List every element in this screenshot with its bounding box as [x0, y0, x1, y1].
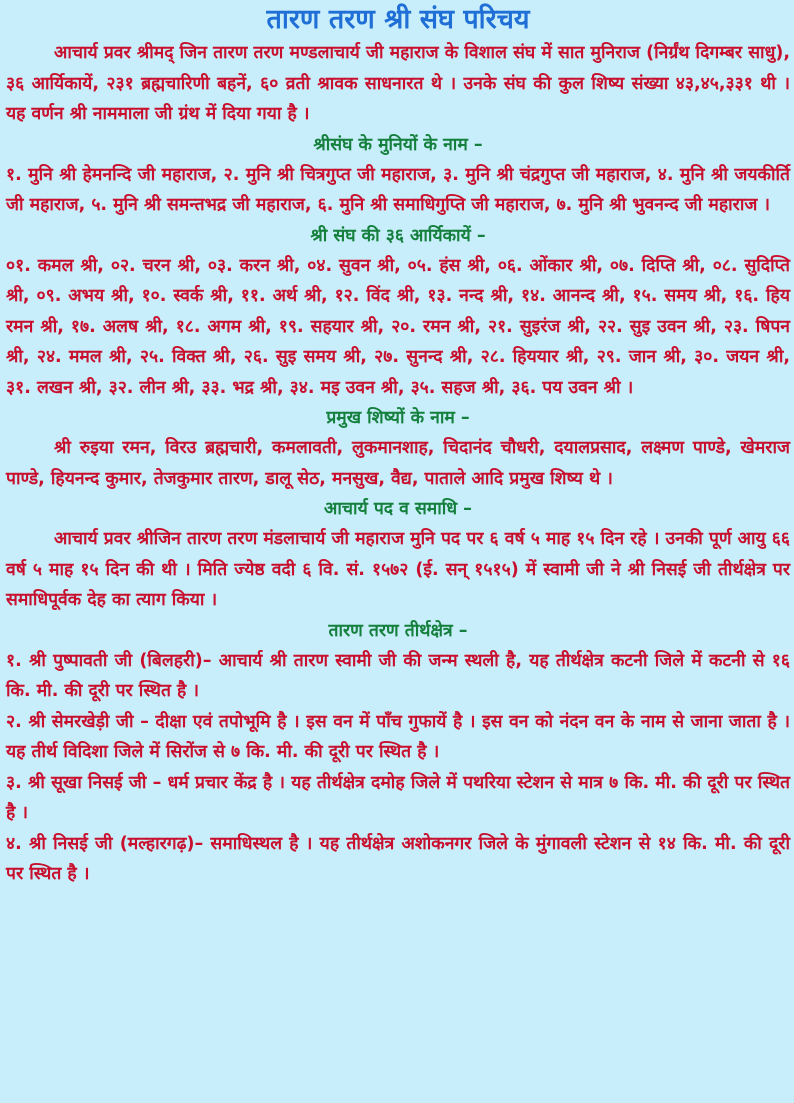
samadhi-paragraph: आचार्य प्रवर श्रीजिन तारण तरण मंडलाचार्य जी महाराज मुनि पद पर ६ वर्ष ५ माह १५ दिन रहे । उनकी पूर्ण आयु ६६ वर्ष ५ माह १५ दिन की थी । मिति ज्येष्ठ वदी ६ वि. सं. १५७२ (ई. सन् १५१५) में स्वामी जी ने श्री निसई जी तीर्थक्षेत्र पर समाधिपूर्वक देह का त्याग किया । [6, 529, 790, 610]
page-title: तारण तरण श्री संघ परिचय [266, 4, 530, 35]
aryikas-heading: श्री संघ की ३६ आर्यिकायें – [310, 225, 486, 246]
tirth-item-3: ३. श्री सूखा निसई जी – धर्म प्रचार केंद्र है । यह तीर्थक्षेत्र दमोह जिले में पथरिया स्टेशन से मात्र ७ कि. मी. की दूरी पर स्थित है । [6, 772, 790, 823]
aryikas-paragraph: ०१. कमल श्री, ०२. चरन श्री, ०३. करन श्री, ०४. सुवन श्री, ०५. हंस श्री, ०६. ओंकार श्री, ०७. दिप्ति श्री, ०८. सुदिप्ति श्री, ०९. अभय श्री, १०. स्वर्क श्री, ११. अर्थ श्री, १२. विंद श्री, १३. नन्द श्री, १४. आनन्द श्री, १५. समय श्री, १६. हिय रमन श्री, १७. अलष श्री, १८. अगम श्री, १९. सहयार श्री, २०. रमन श्री, २१. सुइरंज श्री, २२. सुइ उवन श्री, २३. षिपन श्री, २४. ममल श्री, २५. विक्त श्री, २६. सुइ समय श्री, २७. सुनन्द श्री, २८. हिययार श्री, २९. जान श्री, ३०. जयन श्री, ३१. लखन श्री, ३२. लीन श्री, ३३. भद्र श्री, ३४. मइ उवन श्री, ३५. सहज श्री, ३६. पय उवन श्री । [6, 255, 790, 398]
intro-paragraph: आचार्य प्रवर श्रीमद् जिन तारण तरण मण्डलाचार्य जी महाराज के विशाल संघ में सात मुनिराज (निर्ग्रंथ दिगम्बर साधु), ३६ आर्यिकायें, २३१ ब्रह्मचारिणी बहनें, ६० व्रती श्रावक साधनारत थे । उनके संघ की कुल शिष्य संख्या ४३,४५,३३१ थी । यह वर्णन श्री नाममाला जी ग्रंथ में दिया गया है । [6, 43, 790, 124]
disciples-heading: प्रमुख शिष्यों के नाम – [326, 408, 470, 428]
tirth-item-2: २. श्री सेमरखेड़ी जी – दीक्षा एवं तपोभूमि है । इस वन में पाँच गुफायें है । इस वन को नंदन वन के नाम से जाना जाता है । यह तीर्थ विदिशा जिले में सिरोंज से ७ कि. मी. की दूरी पर स्थित है । [6, 711, 790, 762]
samadhi-heading: आचार्य पद व समाधि – [324, 499, 472, 519]
disciples-paragraph: श्री रुइया रमन, विरउ ब्रह्मचारी, कमलावती, लुकमानशाह, चिदानंद चौधरी, दयालप्रसाद, लक्ष्मण पाण्डे, खेमराज पाण्डे, हियनन्द कुमार, तेजकुमार तारण, डालू सेठ, मनसुख, वैद्य, पाताले आदि प्रमुख शिष्य थे । [6, 438, 790, 489]
tirth-item-4: ४. श्री निसई जी (मल्हारगढ़)– समाधिस्थल है । यह तीर्थक्षेत्र अशोकनगर जिले के मुंगावली स्टेशन से १४ कि. मी. की दूरी पर स्थित है । [6, 833, 790, 884]
munis-heading: श्रीसंघ के मुनियों के नाम – [313, 134, 483, 155]
tirth-item-1: १. श्री पुष्पावती जी (बिलहरी)– आचार्य श्री तारण स्वामी जी की जन्म स्थली है, यह तीर्थक्षेत्र कटनी जिले में कटनी से १६ कि. मी. की दूरी पर स्थित है । [6, 650, 790, 701]
tirth-heading: तारण तरण तीर्थक्षेत्र – [328, 620, 468, 641]
munis-paragraph: १. मुनि श्री हेमनन्दि जी महाराज, २. मुनि श्री चित्रगुप्त जी महाराज, ३. मुनि श्री चंद्रगुप्त जी महाराज, ४. मुनि श्री जयकीर्ति जी महाराज, ५. मुनि श्री समन्तभद्र जी महाराज, ६. मुनि श्री समाधिगुप्ति जी महाराज, ७. मुनि श्री भुवनन्द जी महाराज । [6, 164, 790, 215]
